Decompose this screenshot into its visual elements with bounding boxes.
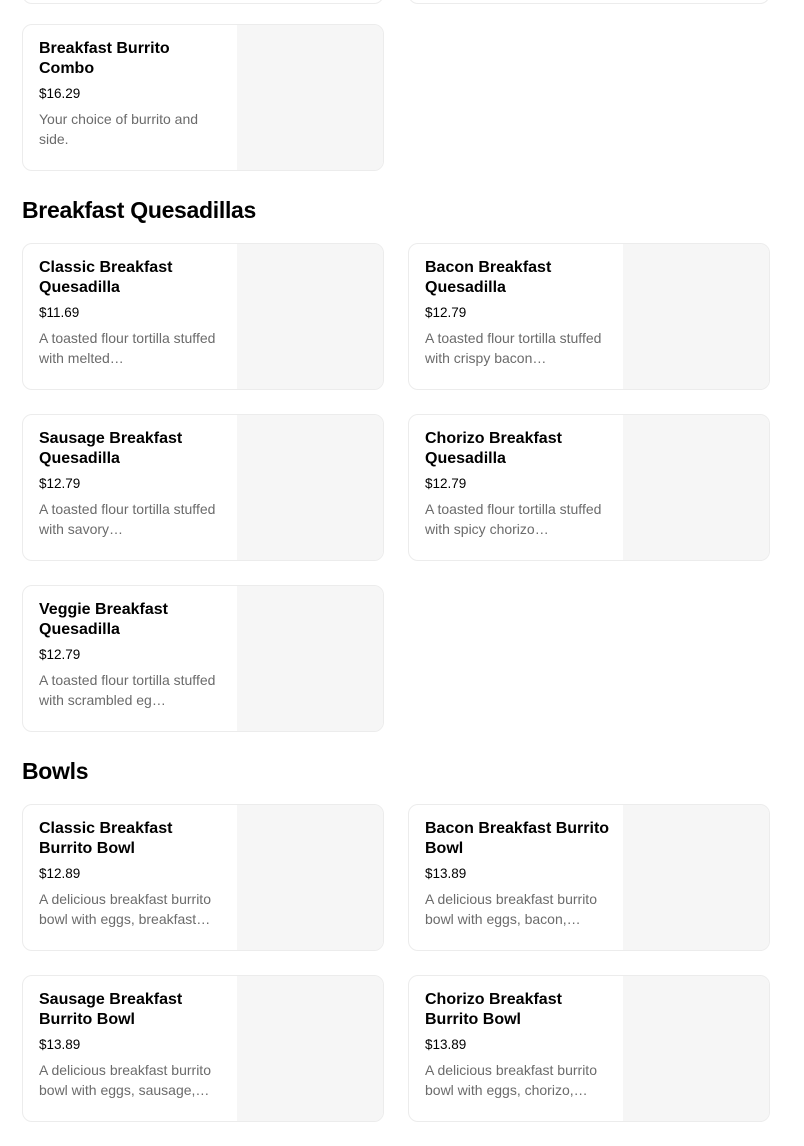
item-image-placeholder: [237, 805, 383, 950]
menu-item-card[interactable]: [22, 585, 384, 732]
menu-item-card[interactable]: [22, 414, 384, 561]
item-name: Classic Breakfast Burrito Bowl: [39, 820, 173, 857]
item-name: Breakfast Burrito Combo: [39, 40, 170, 77]
menu-item-card[interactable]: [408, 804, 770, 951]
item-name: Classic Breakfast Quesadilla: [39, 259, 173, 296]
item-image-placeholder: [237, 244, 383, 389]
item-description: A toasted flour tortilla stuffed with melted…: [39, 330, 216, 366]
item-description: A delicious breakfast burrito bowl with eggs, sausage,…: [39, 1062, 211, 1098]
item-name: Sausage Breakfast Quesadilla: [39, 430, 183, 467]
menu-item-card[interactable]: [408, 975, 770, 1122]
item-name: Sausage Breakfast Burrito Bowl: [39, 991, 183, 1028]
item-description: A toasted flour tortilla stuffed with spicy chorizo…: [425, 501, 602, 537]
menu-item-card-partial[interactable]: [408, 0, 770, 4]
item-description: Your choice of burrito and side.: [39, 111, 199, 147]
item-image-placeholder: [623, 976, 769, 1121]
item-description: A toasted flour tortilla stuffed with savory…: [39, 501, 216, 537]
item-image-placeholder: [237, 586, 383, 731]
item-price: $12.89: [39, 866, 81, 881]
menu-item-card[interactable]: [22, 804, 384, 951]
menu-item-card[interactable]: [22, 243, 384, 390]
section-title-bowls: Bowls: [22, 758, 89, 784]
menu-item-card[interactable]: [408, 414, 770, 561]
item-name: Chorizo Breakfast Quesadilla: [425, 430, 562, 467]
section-title-breakfast-quesadillas: Breakfast Quesadillas: [22, 197, 257, 223]
item-price: $12.79: [425, 476, 467, 491]
item-description: A toasted flour tortilla stuffed with crispy bacon…: [425, 330, 602, 366]
item-price: $16.29: [39, 86, 81, 101]
item-name: Bacon Breakfast Quesadilla: [425, 259, 552, 296]
item-price: $12.79: [39, 476, 81, 491]
item-price: $13.89: [39, 1037, 81, 1052]
item-image-placeholder: [623, 415, 769, 560]
item-image-placeholder: [237, 976, 383, 1121]
item-price: $11.69: [39, 305, 80, 320]
item-price: $12.79: [39, 647, 81, 662]
menu-item-card[interactable]: [22, 975, 384, 1122]
item-description: A delicious breakfast burrito bowl with eggs, breakfast…: [39, 891, 211, 927]
item-price: $13.89: [425, 866, 467, 881]
item-description: A delicious breakfast burrito bowl with eggs, chorizo,…: [425, 1062, 597, 1098]
item-description: A delicious breakfast burrito bowl with eggs, bacon,…: [425, 891, 597, 927]
item-description: A toasted flour tortilla stuffed with scrambled eg…: [39, 672, 216, 708]
item-price: $13.89: [425, 1037, 467, 1052]
item-name: Chorizo Breakfast Burrito Bowl: [425, 991, 562, 1028]
item-image-placeholder: [237, 25, 383, 170]
item-image-placeholder: [623, 805, 769, 950]
item-image-placeholder: [623, 244, 769, 389]
menu-item-card[interactable]: [408, 243, 770, 390]
item-image-placeholder: [237, 415, 383, 560]
menu-item-card[interactable]: [22, 24, 384, 171]
item-name: Bacon Breakfast Burrito Bowl: [425, 820, 610, 857]
item-name: Veggie Breakfast Quesadilla: [39, 601, 168, 638]
item-price: $12.79: [425, 305, 467, 320]
menu-item-card-partial[interactable]: [22, 0, 384, 4]
